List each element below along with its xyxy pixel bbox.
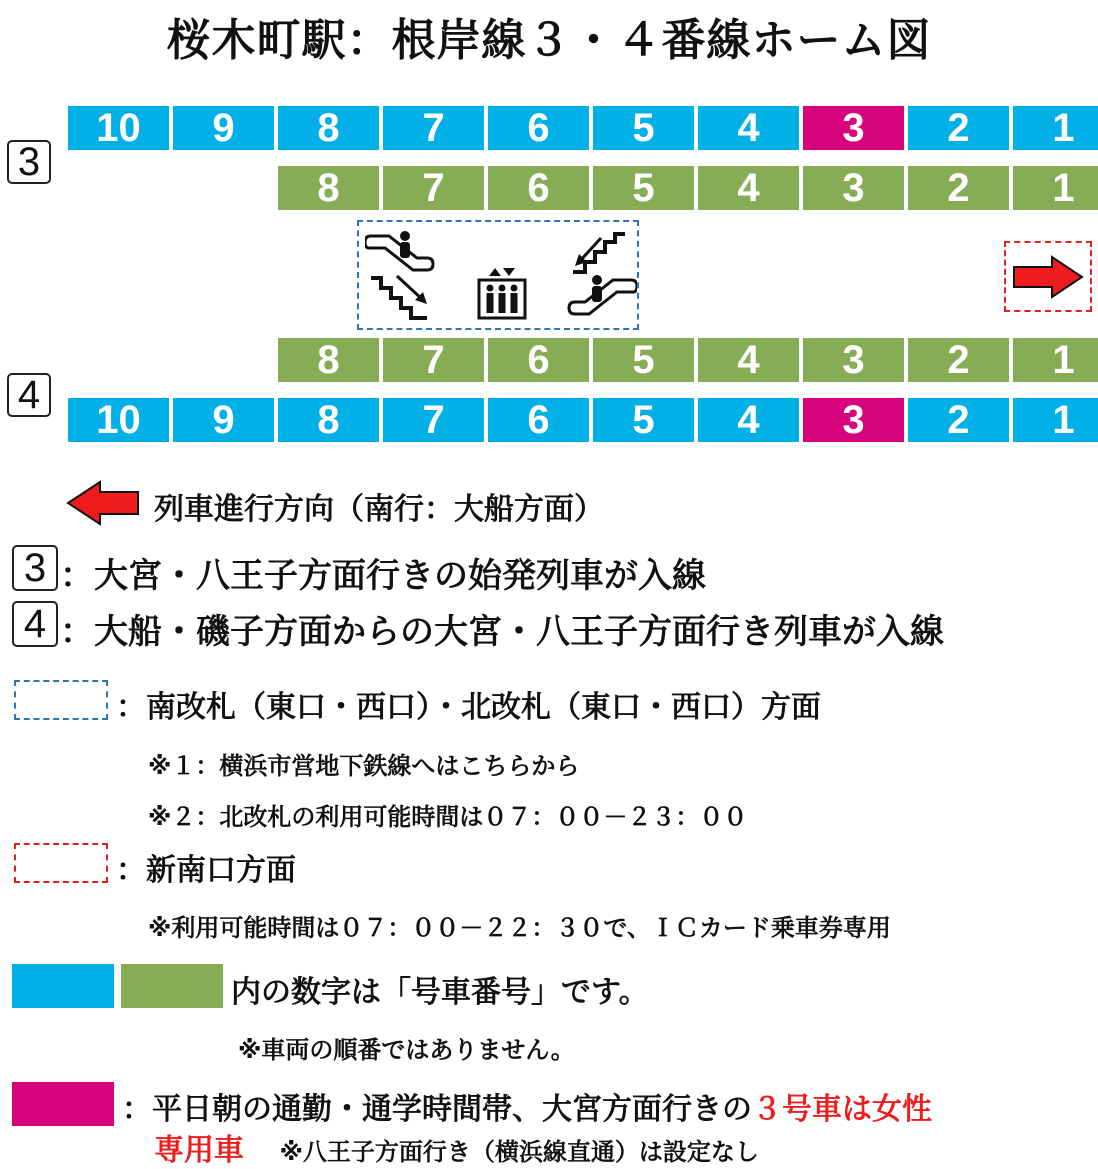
car-8: 8 [278, 338, 379, 382]
car-3: 3 [803, 338, 904, 382]
track-3-label: 3 [7, 140, 51, 184]
car-1: 1 [1013, 338, 1098, 382]
track-4-inner-car-row [278, 338, 1098, 382]
legend-pink-swatch [12, 1082, 114, 1126]
car-10: 10 [68, 106, 169, 150]
legend-women-text-a: ：平日朝の通勤・通学時間帯、大宮方面行きの [122, 1092, 752, 1127]
car-1: 1 [1013, 398, 1098, 442]
car-2: 2 [908, 338, 1009, 382]
legend-women-car-line-2 [154, 1125, 759, 1169]
escalator-up-icon [365, 228, 435, 278]
car-2: 2 [908, 106, 1009, 150]
car-4: 4 [698, 106, 799, 150]
car-2: 2 [908, 166, 1009, 210]
car-4: 4 [698, 398, 799, 442]
legend-women-note: ※八王子方面行き（横浜線直通）は設定なし [279, 1138, 759, 1166]
legend-track-4-text: ：大船・磯子方面からの大宮・八王子方面行き列車が入線 [60, 612, 944, 652]
car-1: 1 [1013, 106, 1098, 150]
legend-blue-swatch [12, 964, 114, 1008]
stairs-down-icon [369, 274, 431, 320]
legend-track-3-text: ：大宮・八王子方面行きの始発列車が入線 [60, 556, 706, 596]
car-7: 7 [383, 106, 484, 150]
new-south-exit-box [1004, 241, 1092, 312]
car-9: 9 [173, 106, 274, 150]
direction-label: 列車進行方向（南行：大船方面） [154, 492, 604, 527]
car-5: 5 [593, 166, 694, 210]
legend-red-note: ※利用可能時間は０７：００－２２：３０で、ＩＣカード乗車券専用 [148, 914, 891, 942]
car-10: 10 [68, 398, 169, 442]
escalator-down-icon [567, 272, 637, 322]
car-9: 9 [173, 398, 274, 442]
exit-arrow-right-icon [1012, 255, 1084, 299]
car-6: 6 [488, 338, 589, 382]
legend-women-text-b: ３号車は女性 [752, 1092, 932, 1127]
legend-women-text-c: 専用車 [154, 1133, 244, 1168]
track-4-outer-car-row [68, 398, 1098, 442]
car-7: 7 [383, 166, 484, 210]
page-title: 桜木町駅：根岸線３・４番線ホーム図 [166, 15, 932, 66]
car-3: 3 [803, 166, 904, 210]
direction-arrow-left-icon [66, 480, 140, 526]
car-5: 5 [593, 106, 694, 150]
legend-blue-note-1: ※１：横浜市営地下鉄線へはこちらから [148, 752, 580, 780]
track-3-outer-car-row [68, 106, 1098, 150]
car-3: 3 [803, 398, 904, 442]
car-1: 1 [1013, 166, 1098, 210]
car-8: 8 [278, 166, 379, 210]
legend-track-3-box: 3 [12, 545, 58, 591]
car-2: 2 [908, 398, 1009, 442]
legend-green-swatch [121, 964, 223, 1008]
car-7: 7 [383, 338, 484, 382]
car-6: 6 [488, 106, 589, 150]
legend-red-dashed-text: ：新南口方面 [116, 853, 296, 888]
car-3: 3 [803, 106, 904, 150]
south-north-gate-facilities-box [357, 220, 639, 330]
car-5: 5 [593, 338, 694, 382]
car-4: 4 [698, 166, 799, 210]
car-8: 8 [278, 106, 379, 150]
legend-blue-dashed-text: ：南改札（東口・西口）・北改札（東口・西口）方面 [116, 690, 821, 725]
legend-blue-note-2: ※２：北改札の利用可能時間は０７：００－２３：００ [148, 803, 748, 831]
car-8: 8 [278, 398, 379, 442]
legend-car-number-note: ※車両の順番ではありません。 [238, 1036, 575, 1064]
car-6: 6 [488, 166, 589, 210]
car-6: 6 [488, 398, 589, 442]
legend-blue-dashed-swatch [14, 680, 108, 720]
legend-red-dashed-swatch [14, 843, 108, 883]
legend-car-number-text: 内の数字は「号車番号」です。 [231, 975, 649, 1010]
car-4: 4 [698, 338, 799, 382]
track-3-inner-car-row [278, 166, 1098, 210]
car-7: 7 [383, 398, 484, 442]
car-5: 5 [593, 398, 694, 442]
elevator-icon [477, 266, 527, 320]
legend-women-car-line-1 [122, 1084, 932, 1128]
track-4-label: 4 [7, 373, 51, 417]
legend-track-4-box: 4 [12, 601, 58, 647]
